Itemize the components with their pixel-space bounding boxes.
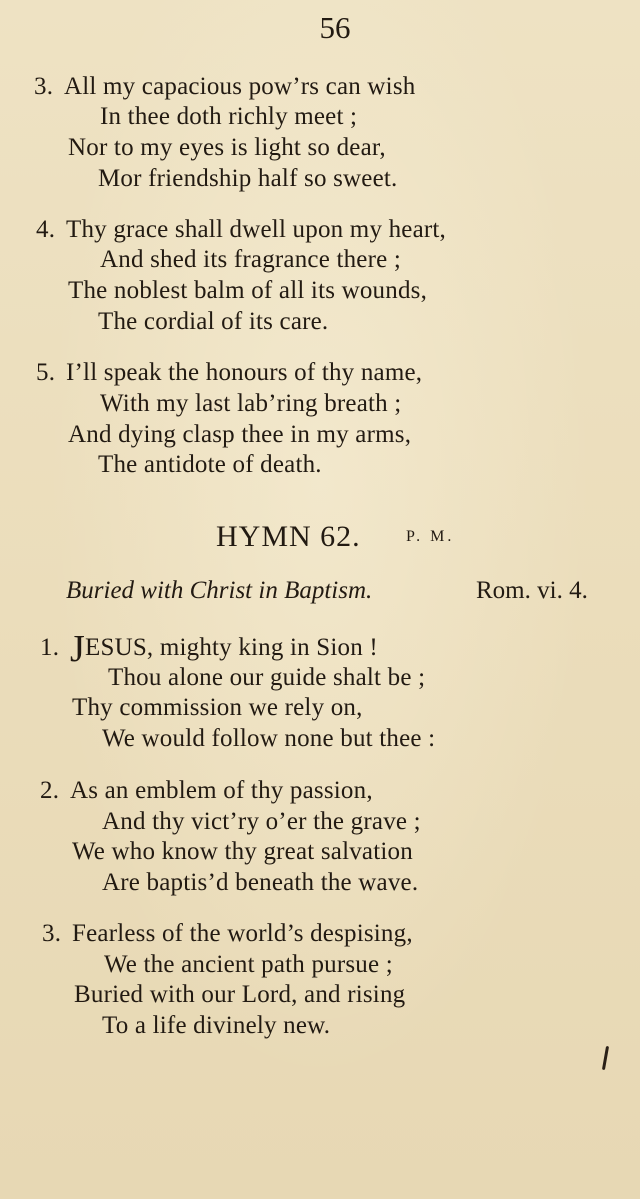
stanza-line: And shed its fragrance there ; bbox=[100, 246, 402, 273]
stanza-line: To a life divinely new. bbox=[102, 1012, 331, 1039]
scripture-reference: Rom. vi. 4. bbox=[476, 577, 588, 604]
stanza-line: In thee doth richly meet ; bbox=[100, 103, 358, 130]
hymn-subtitle: Buried with Christ in Baptism. bbox=[66, 577, 373, 604]
stanza-line bbox=[36, 358, 422, 388]
line-text: Thy grace shall dwell upon my heart, bbox=[66, 216, 447, 243]
stanza-number: 2. bbox=[40, 777, 60, 804]
stanza-line: Thy commission we rely on, bbox=[72, 694, 363, 721]
stanza-line: We would follow none but thee : bbox=[102, 725, 436, 752]
stanza-line bbox=[36, 215, 446, 245]
stanza-line bbox=[40, 776, 373, 806]
line-text: Fearless of the world’s despising, bbox=[72, 920, 413, 947]
stanza-number: 5. bbox=[36, 359, 56, 386]
line-text: All my capacious pow’rs can wish bbox=[64, 73, 416, 100]
stanza-line: Are baptis’d beneath the wave. bbox=[102, 869, 419, 896]
stanza-line bbox=[34, 72, 415, 102]
stanza-number: 1. bbox=[40, 634, 60, 661]
line-text: As an emblem of thy passion, bbox=[70, 777, 373, 804]
stanza-line: Mor friendship half so sweet. bbox=[98, 165, 398, 192]
stanza-line bbox=[40, 628, 378, 670]
line-text: I’ll speak the honours of thy name, bbox=[66, 359, 423, 386]
hymn-title: HYMN 62. bbox=[216, 520, 361, 553]
stanza-line: We who know thy great salvation bbox=[72, 838, 413, 865]
stanza-line: And dying clasp thee in my arms, bbox=[68, 421, 412, 448]
drop-cap: J bbox=[70, 628, 85, 670]
stanza-line: With my last lab’ring breath ; bbox=[100, 390, 402, 417]
stanza-line: Thou alone our guide shalt be ; bbox=[108, 664, 426, 691]
stanza-line: The noblest balm of all its wounds, bbox=[68, 277, 428, 304]
stanza-line: We the ancient path pursue ; bbox=[104, 951, 393, 978]
stanza-line: Buried with our Lord, and rising bbox=[74, 981, 406, 1008]
stanza-number: 4. bbox=[36, 216, 56, 243]
stanza-line: The antidote of death. bbox=[98, 451, 322, 478]
line-text: ESUS, mighty king in Sion ! bbox=[85, 634, 378, 661]
stanza-line: Nor to my eyes is light so dear, bbox=[68, 134, 386, 161]
page-number: 56 bbox=[319, 10, 351, 45]
stanza-line: And thy vict’ry o’er the grave ; bbox=[102, 808, 421, 835]
ink-mark bbox=[602, 1046, 609, 1070]
stanza-line: The cordial of its care. bbox=[98, 308, 329, 335]
stanza-number: 3. bbox=[34, 73, 54, 100]
stanza-number: 3. bbox=[42, 920, 62, 947]
hymn-meter: P. M. bbox=[406, 528, 455, 545]
stanza-line bbox=[42, 919, 413, 949]
